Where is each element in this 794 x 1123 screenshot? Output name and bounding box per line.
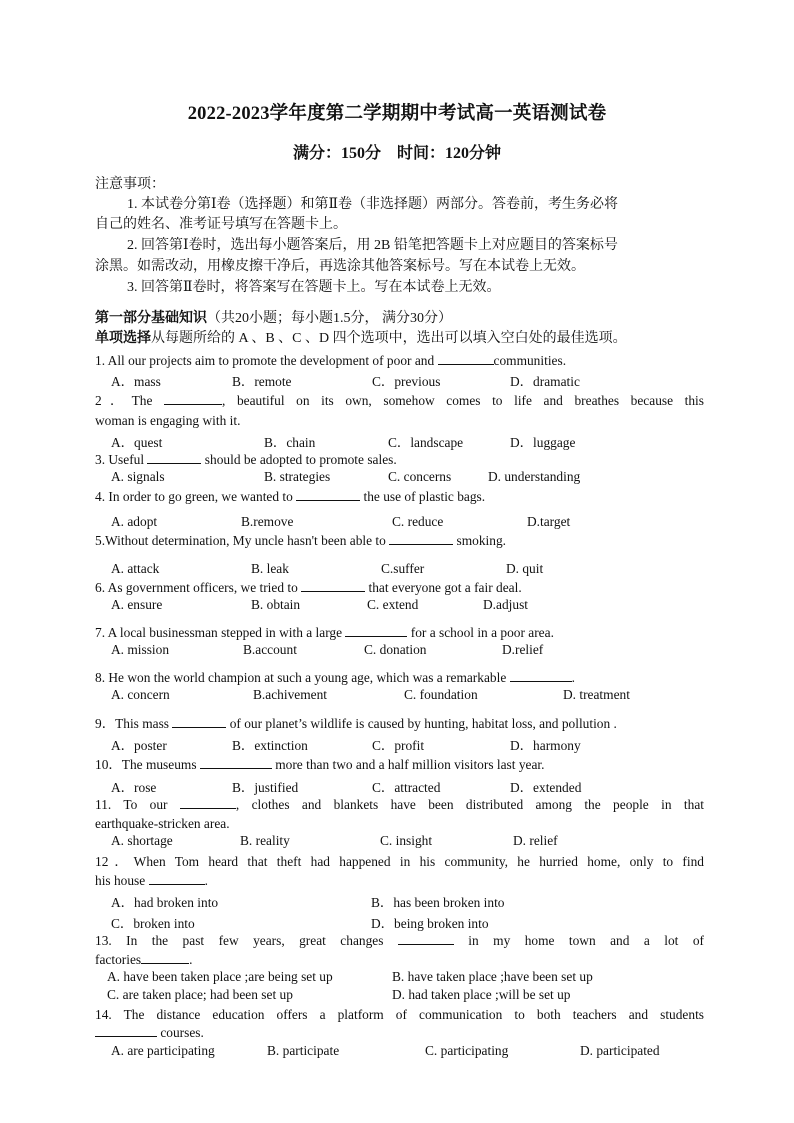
- option-d: D．extended: [510, 780, 582, 795]
- question-13-line-2: factories .: [95, 952, 193, 967]
- question-11: 11. To our , clothes and blankets have been distributed among the people in that: [95, 797, 704, 812]
- option-c: C．attracted: [372, 780, 441, 795]
- answer-blank: [147, 451, 201, 464]
- option-b: B．extinction: [232, 738, 308, 753]
- option-d: D．being broken into: [371, 916, 489, 931]
- option-b: B．justified: [232, 780, 299, 795]
- option-c: C. insight: [380, 833, 433, 848]
- question-5: 5.Without determination, My uncle hasn't been able to smoking.: [95, 533, 506, 548]
- question-8: 8. He won the world champion at such a young age, which was a remarkable .: [95, 670, 575, 685]
- option-b: B．remote: [232, 374, 292, 389]
- option-a: A. mission: [111, 642, 170, 657]
- option-b: B. obtain: [251, 597, 301, 612]
- question-2: 2．The , beautiful on its own, somehow comes to life and breathes because this: [95, 393, 704, 408]
- option-d: D.relief: [502, 642, 544, 657]
- option-c: C. reduce: [392, 514, 444, 529]
- option-a: A．had broken into: [111, 895, 219, 910]
- answer-blank: [95, 1024, 157, 1037]
- question-1: 1. All our projects aim to promote the development of poor and communities.: [95, 353, 567, 368]
- option-b: B.achivement: [253, 687, 327, 702]
- option-c: C．broken into: [111, 916, 195, 931]
- notes-item-1-line-1: 1. 本试卷分第Ⅰ卷（选择题）和第Ⅱ卷（非选择题）两部分。答卷前，考生务必将: [127, 197, 619, 212]
- question-6: 6. As government officers, we tried to that everyone got a fair deal.: [95, 580, 522, 595]
- question-14: 14. The distance education offers a platform of communication to both teachers and students: [95, 1007, 704, 1022]
- option-d: D. participated: [580, 1043, 660, 1058]
- question-9: 9．This mass of our planet’s wildlife is caused by hunting, habitat loss, and pollution .: [95, 716, 617, 731]
- section-instruction-rest: 从每题所给的 A 、B 、C 、D 四个选项中，选出可以填入空白处的最佳选项。: [151, 331, 627, 346]
- option-d: D.target: [527, 514, 571, 529]
- option-d: D．harmony: [510, 738, 581, 753]
- option-c: C. are taken place; had been set up: [107, 987, 293, 1002]
- option-b: B. leak: [251, 561, 289, 576]
- option-b: B. reality: [240, 833, 290, 848]
- option-b: B.remove: [241, 514, 294, 529]
- option-c: C. concerns: [388, 469, 452, 484]
- question-4: 4. In order to go green, we wanted to the use of plastic bags.: [95, 489, 486, 504]
- option-a: A．quest: [111, 435, 163, 450]
- notes-item-1-line-2: 自己的姓名、准考证号填写在答题卡上。: [95, 217, 347, 232]
- option-d: D. treatment: [563, 687, 630, 702]
- question-3: 3. Useful should be adopted to promote sales.: [95, 452, 397, 467]
- option-a: A. are participating: [111, 1043, 215, 1058]
- option-a: A．mass: [111, 374, 161, 389]
- option-c: C.suffer: [381, 561, 425, 576]
- option-a: A. adopt: [111, 514, 158, 529]
- option-a: A. ensure: [111, 597, 163, 612]
- option-c: C．profit: [372, 738, 425, 753]
- question-2-line-2: woman is engaging with it.: [95, 413, 241, 428]
- section-heading-rest: （共20小题；每小题1.5分， 满分30分）: [207, 311, 452, 326]
- question-14-line-2: courses.: [95, 1024, 204, 1042]
- answer-blank: [200, 756, 272, 769]
- question-10: 10．The museums more than two and a half million visitors last year.: [95, 757, 545, 772]
- answer-blank: [301, 579, 365, 592]
- answer-blank: [141, 951, 189, 964]
- option-a: A. shortage: [111, 833, 173, 848]
- option-b: B. strategies: [264, 469, 331, 484]
- notes-heading: 注意事项：: [95, 177, 165, 192]
- page-title: 2022-2023学年度第二学期期中考试高一英语测试卷: [187, 104, 607, 124]
- option-c: C．landscape: [388, 435, 464, 450]
- notes-item-2-line-2: 涂黑。如需改动，用橡皮擦干净后，再选涂其他答案标号。写在本试卷上无效。: [95, 259, 585, 274]
- answer-blank: [510, 669, 572, 682]
- answer-blank: [296, 488, 360, 501]
- answer-blank: [180, 796, 236, 809]
- answer-blank: [438, 352, 494, 365]
- option-a: A. concern: [111, 687, 170, 702]
- page-subtitle: 满分：150分 时间：120分钟: [292, 145, 501, 162]
- option-a: A. signals: [111, 469, 165, 484]
- notes-item-2-line-1: 2. 回答第Ⅰ卷时，选出每小题答案后，用 2B 铅笔把答题卡上对应题目的答案标号: [127, 238, 618, 253]
- question-12-line-2: his house .: [95, 873, 208, 888]
- option-c: C. foundation: [404, 687, 478, 702]
- section-instruction: [95, 330, 627, 348]
- option-a: A. have been taken place ;are being set up: [107, 969, 333, 984]
- option-d: D．luggage: [510, 435, 576, 450]
- option-c: C. donation: [364, 642, 427, 657]
- option-d: D. relief: [513, 833, 558, 848]
- answer-blank: [345, 624, 407, 637]
- option-b: B. participate: [267, 1043, 340, 1058]
- section-heading: [95, 310, 452, 328]
- answer-blank: [172, 715, 226, 728]
- answer-blank: [398, 932, 454, 945]
- notes-item-3: 3. 回答第Ⅱ卷时，将答案写在答题卡上。写在本试卷上无效。: [127, 280, 501, 295]
- option-d: D. understanding: [488, 469, 581, 484]
- option-c: C. extend: [367, 597, 419, 612]
- option-a: A．rose: [111, 780, 157, 795]
- option-c: C. participating: [425, 1043, 509, 1058]
- answer-blank: [164, 392, 222, 405]
- question-12: 12．When Tom heard that theft had happened in his community, he hurried home, only to find: [95, 854, 704, 869]
- question-13: 13. In the past few years, great changes in my home town and a lot of: [95, 933, 704, 948]
- option-b: B.account: [243, 642, 297, 657]
- option-b: B．chain: [264, 435, 316, 450]
- option-d: D. had taken place ;will be set up: [392, 987, 571, 1002]
- answer-blank: [389, 532, 453, 545]
- option-c: C．previous: [372, 374, 441, 389]
- question-7: 7. A local businessman stepped in with a large for a school in a poor area.: [95, 625, 554, 640]
- option-d: D. quit: [506, 561, 544, 576]
- option-b: B. have taken place ;have been set up: [392, 969, 593, 984]
- question-11-line-2: earthquake-stricken area.: [95, 816, 230, 831]
- option-b: B．has been broken into: [371, 895, 505, 910]
- option-a: A. attack: [111, 561, 160, 576]
- section-heading-bold: 第一部分基础知识: [95, 311, 207, 326]
- option-d: D.adjust: [483, 597, 529, 612]
- option-a: A．poster: [111, 738, 167, 753]
- answer-blank: [149, 872, 205, 885]
- option-d: D．dramatic: [510, 374, 580, 389]
- section-instruction-bold: 单项选择: [95, 331, 151, 346]
